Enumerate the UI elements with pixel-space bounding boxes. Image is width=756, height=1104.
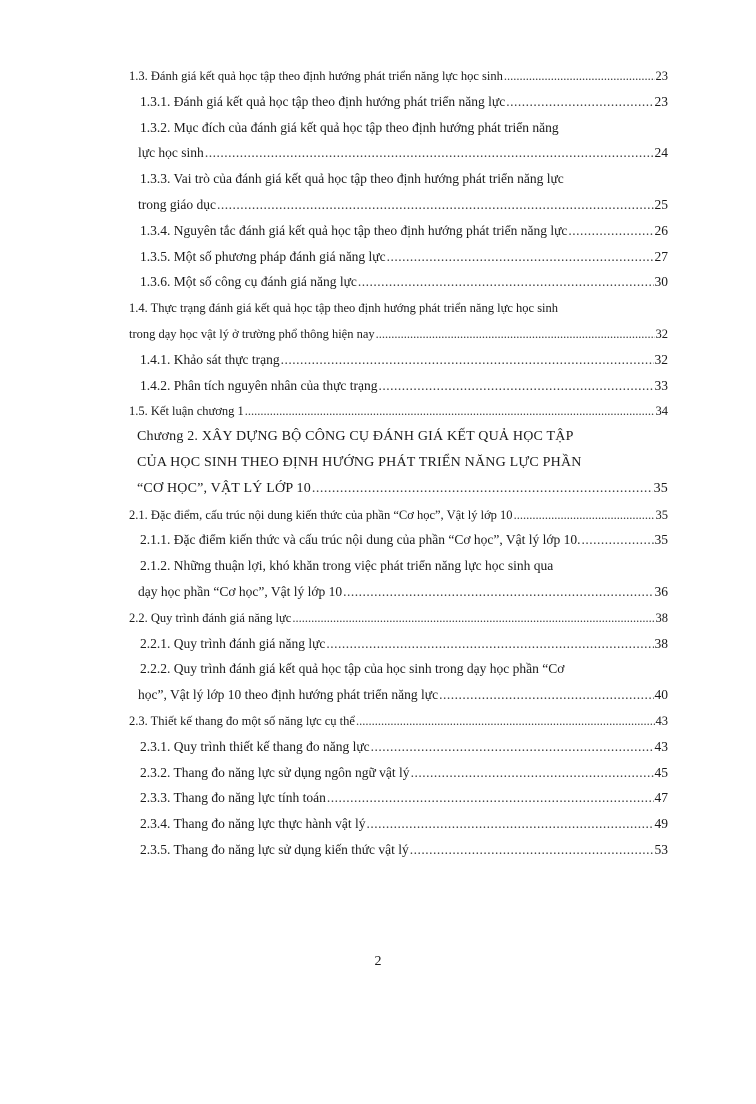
dot-leader (292, 606, 654, 630)
toc-entry[interactable] (138, 141, 668, 165)
toc-entry[interactable] (140, 838, 668, 862)
toc-entry-title: dạy học phần “Cơ học”, Vật lý lớp 10 (138, 584, 343, 599)
toc-page-number: 35 (654, 532, 668, 548)
toc-entry-line: 1.3.2. Mục đích của đánh giá kết quả học tập theo định hướng phát triển năng (140, 119, 559, 135)
toc-entry-title: lực học sinh (138, 145, 204, 161)
toc-entry-title: 1.3. Đánh giá kết quả học tập theo định hướng phát triển năng lực học sinh (129, 69, 503, 83)
toc-page-number: 38 (654, 635, 668, 651)
toc-entry-line: Chương 2. XÂY DỰNG BỘ CÔNG CỤ ĐÁNH GIÁ KẾT QUẢ HỌC TẬP (137, 429, 574, 445)
toc-entry-title: 2.3.5. Thang đo năng lực sử dụng kiến thức vật lý (140, 842, 409, 857)
toc-entry[interactable] (129, 709, 668, 733)
toc-entry[interactable] (140, 374, 668, 398)
toc-entry[interactable] (138, 580, 668, 604)
toc-entry-title: 2.3.1. Quy trình thiết kế thang đo năng lực (140, 738, 370, 754)
toc-entry[interactable] (140, 812, 668, 836)
toc-page-number: 43 (655, 714, 668, 728)
dot-leader (245, 399, 655, 423)
toc-entry[interactable] (140, 348, 668, 372)
dot-leader (312, 477, 653, 501)
toc-entry-title: “CƠ HỌC”, VẬT LÝ LỚP 10 (137, 480, 311, 496)
toc-entry-line: 2.1.2. Những thuận lợi, khó khăn trong việc phát triển năng lực học sinh qua (140, 558, 554, 574)
toc-entry-title: 1.4.2. Phân tích nguyên nhân của thực trạng (140, 377, 378, 393)
toc-entry-title: 1.3.1. Đánh giá kết quả học tập theo định hướng phát triển năng lực (140, 93, 506, 109)
toc-page-number: 40 (654, 687, 668, 703)
toc-entry[interactable] (140, 219, 668, 243)
dot-leader (387, 245, 654, 269)
toc-entry[interactable] (129, 503, 668, 527)
toc-entry-title: 2.1. Đặc điểm, cấu trúc nội dung kiến thức của phần “Cơ học”, Vật lý lớp 10 (129, 507, 513, 522)
toc-entry-title: 1.5. Kết luận chương 1 (129, 404, 244, 419)
toc-entry[interactable] (140, 735, 668, 759)
toc-entry-title: trong giáo dục (138, 197, 216, 212)
toc-entry[interactable] (140, 90, 668, 114)
toc-page-number: 45 (654, 764, 668, 780)
toc-entry-title: 2.3. Thiết kế thang đo một số năng lực cụ thể (129, 714, 355, 728)
toc-entry-title: 1.3.5. Một số phương pháp đánh giá năng lực (140, 248, 386, 264)
toc-entry-line: CỦA HỌC SINH THEO ĐỊNH HƯỚNG PHÁT TRIỂN NĂNG LỰC PHẦN (137, 455, 582, 470)
dot-leader (376, 322, 655, 346)
toc-entry[interactable] (140, 761, 668, 785)
dot-leader (506, 90, 653, 114)
dot-leader (217, 193, 654, 217)
toc-entry-title: 1.4.1. Khảo sát thực trạng (140, 351, 280, 367)
dot-leader (358, 270, 654, 294)
toc-entry-line: 1.3.3. Vai trò của đánh giá kết quả học tập theo định hướng phát triển năng lực (140, 171, 564, 187)
toc-page-number: 35 (655, 507, 668, 522)
toc-entry-title: 2.2.1. Quy trình đánh giá năng lực (140, 635, 326, 651)
dot-leader (379, 374, 654, 398)
dot-leader (410, 838, 654, 862)
toc-entry-title: 1.3.6. Một số công cụ đánh giá năng lực (140, 274, 357, 290)
dot-leader (327, 786, 654, 810)
toc-entry-title: 2.1.1. Đặc điểm kiến thức và cấu trúc nội dung của phần “Cơ học”, Vật lý lớp 10. (140, 532, 581, 548)
toc-entry[interactable] (140, 245, 668, 269)
toc-entry[interactable] (129, 606, 668, 630)
dot-leader (514, 503, 655, 527)
toc-page-number: 33 (654, 377, 668, 393)
toc-entry[interactable] (129, 322, 668, 346)
dot-leader (281, 348, 654, 372)
toc-entry[interactable] (140, 528, 668, 552)
toc-entry[interactable] (138, 683, 668, 707)
toc-entry[interactable] (140, 632, 668, 656)
toc-entry[interactable] (129, 64, 668, 88)
toc-page-number: 47 (654, 790, 668, 806)
toc-entry[interactable] (140, 270, 668, 294)
dot-leader (356, 709, 655, 733)
dot-leader (568, 219, 653, 243)
toc-entry-title: 2.3.3. Thang đo năng lực tính toán (140, 790, 326, 806)
toc-page-number: 53 (654, 842, 668, 857)
toc-entry-line: 2.2.2. Quy trình đánh giá kết quả học tập của học sinh trong dạy học phần “Cơ (140, 661, 565, 677)
toc-entry[interactable] (129, 399, 668, 423)
toc-entry-title: 2.2. Quy trình đánh giá năng lực (129, 610, 292, 625)
toc-entry[interactable] (137, 477, 668, 501)
toc-entry-title: 1.3.4. Nguyên tắc đánh giá kết quả học tập theo định hướng phát triển năng lực (140, 222, 568, 238)
toc-page-number: 25 (654, 197, 668, 212)
toc-page-number: 24 (654, 145, 668, 161)
dot-leader (371, 735, 654, 759)
toc-page-number: 36 (654, 584, 668, 599)
dot-leader (326, 632, 653, 656)
toc-entry-title: 2.3.4. Thang đo năng lực thực hành vật lý (140, 816, 366, 832)
toc-entry-title: học”, Vật lý lớp 10 theo định hướng phát triển năng lực (138, 687, 439, 703)
dot-leader (366, 812, 653, 836)
toc-page-number: 30 (654, 274, 668, 290)
dot-leader (504, 64, 655, 88)
toc-page-number: 43 (654, 738, 668, 754)
toc-page-number: 34 (655, 404, 668, 419)
dot-leader (343, 580, 653, 604)
toc-entry[interactable] (138, 193, 668, 217)
toc-page-number: 32 (655, 327, 668, 341)
toc-entry-line: 1.4. Thực trạng đánh giá kết quả học tập theo định hướng phát triển năng lực học sinh (129, 301, 559, 316)
dot-leader (439, 683, 653, 707)
page-number: 2 (374, 954, 382, 969)
dot-leader (581, 528, 653, 552)
dot-leader (205, 141, 654, 165)
toc-page-number: 27 (654, 248, 668, 264)
toc-page-number: 32 (654, 351, 668, 367)
toc-page-number: 38 (655, 610, 668, 625)
toc-page-number: 35 (653, 480, 668, 496)
toc-page-number: 49 (654, 816, 668, 832)
toc-page-number: 23 (655, 69, 668, 83)
toc-entry[interactable] (140, 786, 668, 810)
toc-page-number: 23 (654, 93, 668, 109)
dot-leader (411, 761, 654, 785)
toc-page-number: 26 (654, 222, 668, 238)
toc-entry-title: trong dạy học vật lý ở trường phổ thông hiện nay (129, 327, 375, 341)
toc-entry-title: 2.3.2. Thang đo năng lực sử dụng ngôn ngữ vật lý (140, 764, 410, 780)
